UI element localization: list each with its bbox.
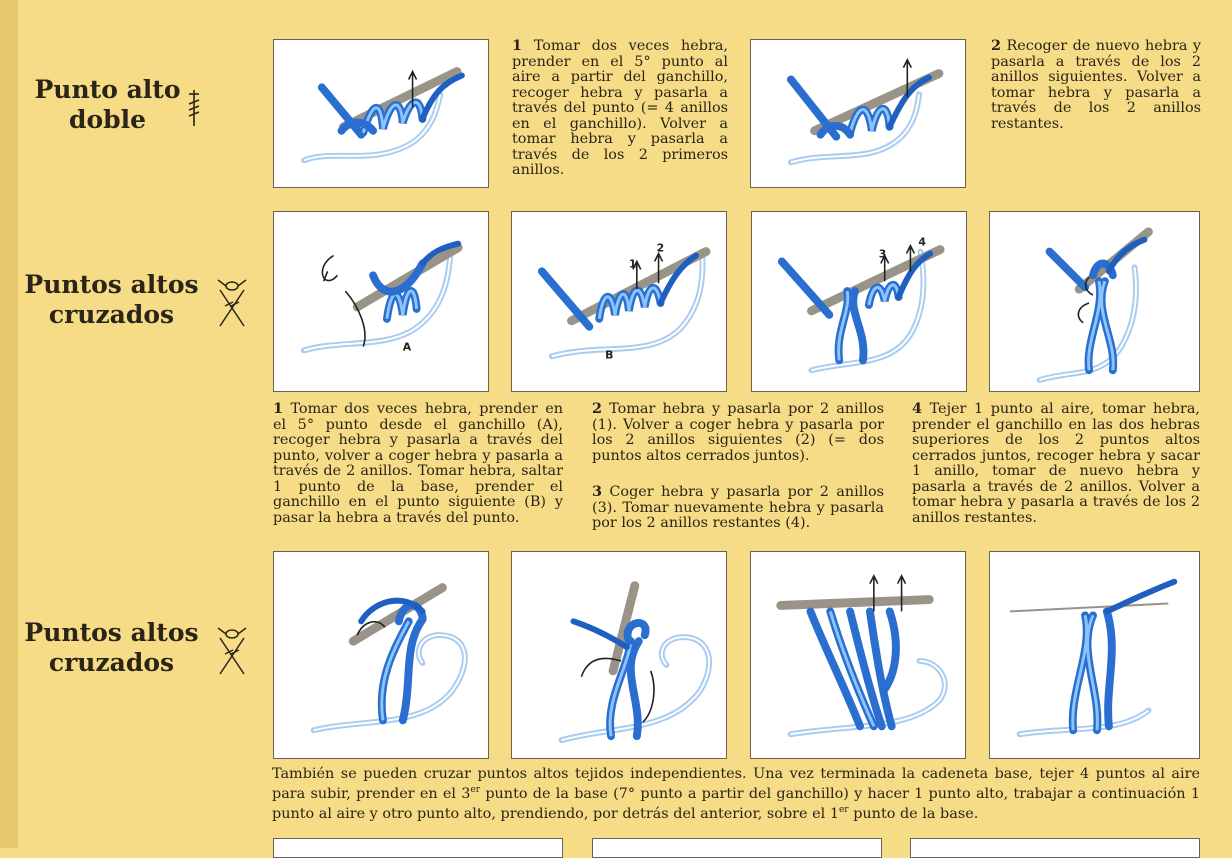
label-4: 4 [918, 235, 926, 249]
illustration-doble-step2 [750, 39, 966, 188]
illustration-doble-step1 [273, 39, 489, 188]
step-cruzados-2 [592, 401, 884, 464]
caption-sup1: er [470, 785, 481, 795]
step-text: Coger hebra y pasarla por 2 anillos (3). Tomar nuevamente hebra y pasarla por los 2 anillos restantes (4). [592, 484, 885, 531]
page-gutter-shadow [0, 0, 18, 848]
illustration-independientes-step1 [273, 551, 489, 759]
section-title-cruzados-2-line2: cruzados [48, 648, 175, 677]
step-number: 1 [273, 400, 284, 417]
step-number: 2 [592, 400, 603, 417]
illustration-independientes-step2 [511, 551, 727, 759]
label-2: 2 [656, 241, 665, 255]
illustration-cruzados-step2 [511, 211, 727, 392]
label-1: 1 [628, 257, 637, 271]
illustration-independientes-step3 [750, 551, 966, 759]
illustration-next-row-3 [910, 838, 1200, 858]
double-treble-symbol-icon [186, 88, 202, 128]
section-title-cruzados-1-line2: cruzados [48, 300, 175, 329]
illustration-next-row-1 [273, 838, 563, 858]
section-title-cruzados-2-line1: Puntos altos [24, 618, 199, 647]
crossed-treble-symbol-icon [214, 624, 250, 676]
section-title-cruzados-1-line1: Puntos altos [24, 270, 199, 299]
crossed-treble-symbol-icon [214, 276, 250, 328]
step-number: 3 [592, 483, 603, 500]
section-title-doble-line1: Punto alto [34, 75, 181, 104]
step-cruzados-1 [273, 401, 563, 526]
section-title-doble [20, 75, 195, 135]
section-title-doble-line2: doble [68, 105, 147, 134]
step-doble-1 [512, 38, 728, 179]
illustration-cruzados-step1 [273, 211, 489, 392]
step-text: Tomar hebra y pasarla por 2 anillos (1). Volver a coger hebra y pasarla por los 2 anillos siguientes (2) (= dos puntos altos cerrados juntos). [592, 401, 884, 464]
caption-part3: punto de la base. [848, 805, 979, 822]
step-number: 2 [991, 37, 1002, 54]
step-text: Tomar dos veces hebra, prender en el 5° punto desde el ganchillo (A), recoger hebra y pasarla a través del punto, volver a coger hebra y pasarla a través de 2 anillos. Tomar hebra, saltar 1 punto de la base, prender el ganchillo en el punto siguiente (B) y pasar la hebra a través del punto. [273, 401, 563, 526]
caption-independientes [272, 766, 1200, 822]
step-cruzados-3 [592, 484, 884, 532]
illustration-next-row-2 [592, 838, 882, 858]
step-text: Tomar dos veces hebra, prender en el 5° punto al aire a partir del ganchillo, recoger hebra y pasarla a través del punto (= 4 anillos en el ganchillo). Volver a tomar hebra y pasarla a través de los 2 primeros anillos. [512, 38, 729, 178]
step-text: Tejer 1 punto al aire, tomar hebra, prender el ganchillo en las dos hebras superiores de los 2 puntos altos cerrados juntos, recoger hebra y sacar 1 anillo, tomar de nuevo hebra y pasarla a través de 2 anillos. Volver a tomar hebra y pasarla a través de los 2 anillos restantes. [912, 401, 1200, 526]
caption-sup2: er [838, 804, 849, 815]
step-number: 1 [512, 37, 523, 54]
section-title-cruzados-2 [14, 618, 209, 678]
illustration-cruzados-step3 [751, 211, 967, 392]
illustration-cruzados-step4 [989, 211, 1200, 392]
label-b: B [605, 348, 614, 362]
section-title-cruzados-1 [14, 270, 209, 330]
step-doble-2 [991, 38, 1201, 132]
label-3: 3 [878, 247, 887, 261]
caption-part1: También se pueden cruzar puntos altos tejidos independientes. Una vez terminada la cadeneta base, tejer 4 puntos al aire para subir, prender en el 3 [272, 766, 1200, 802]
step-number: 4 [912, 400, 923, 417]
step-cruzados-4 [912, 401, 1200, 526]
step-text: Recoger de nuevo hebra y pasarla a través de los 2 anillos siguientes. Volver a tomar hebra y pasarla a través de los 2 anillos restantes. [991, 38, 1202, 132]
label-a: A [402, 340, 412, 354]
illustration-independientes-step4 [989, 551, 1200, 759]
caption-part2: punto de la base (7° punto a partir del ganchillo) y hacer 1 punto alto, trabajar a continuación 1 punto al aire y otro punto alto, prendiendo, por detrás del anterior, sobre el 1 [272, 785, 1200, 822]
